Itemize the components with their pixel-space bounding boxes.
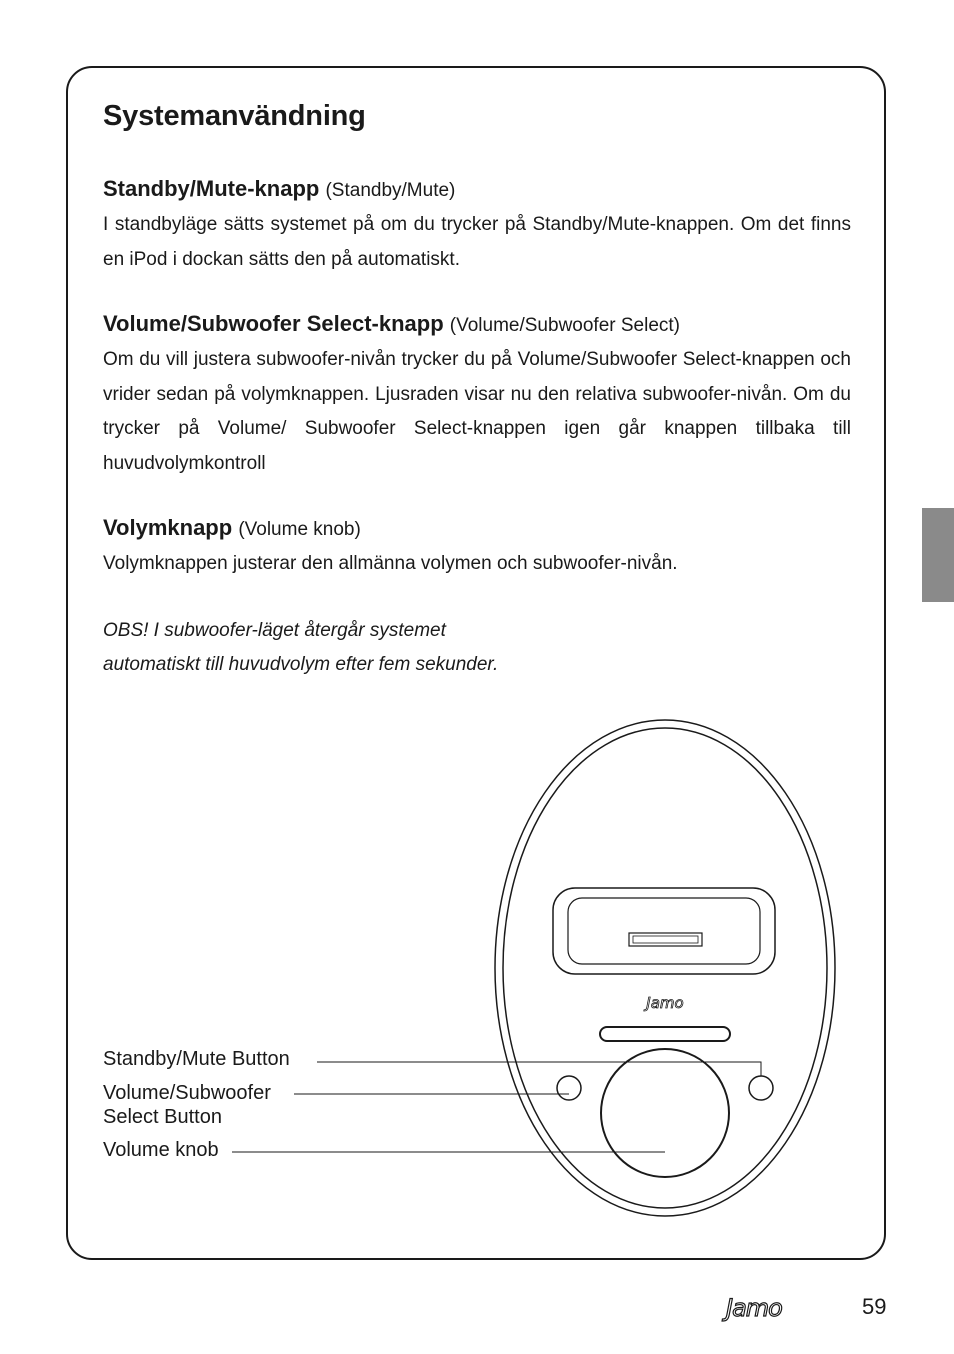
device-inner-shell bbox=[503, 728, 827, 1208]
note-line-1: OBS! I subwoofer-läget återgår systemet bbox=[103, 619, 446, 641]
device-logo: Jamo bbox=[646, 994, 684, 1012]
callout-knob: Volume knob bbox=[103, 1138, 223, 1162]
standby-mute-button bbox=[749, 1076, 773, 1100]
section-title: Volymknapp bbox=[103, 515, 233, 540]
section-subtitle: (Standby/Mute) bbox=[325, 180, 456, 201]
light-bar bbox=[600, 1027, 730, 1041]
volume-knob bbox=[601, 1049, 729, 1177]
page-number: 59 bbox=[862, 1294, 887, 1319]
section-body: I standbyläge sätts systemet på om du trycker på Standby/Mute-knappen. Om det finns en iPod i dockan sätts den på automatiskt. bbox=[103, 214, 851, 270]
section-body: Om du vill justera subwoofer-nivån trycker du på Volume/Subwoofer Select-knappen och vrider sedan på volymknappen. Ljusraden visar nu den relativa subwoofer-nivån. Om du trycker på Volume/ Subwoofer Select-knappen igen går knappen tillbaka till huvudvolymkontroll bbox=[103, 349, 851, 474]
dock-outer bbox=[553, 888, 775, 974]
callout-standby: Standby/Mute Button bbox=[103, 1047, 294, 1071]
leader-standby bbox=[317, 1062, 761, 1076]
device-outer-shell bbox=[495, 720, 835, 1216]
section-title: Volume/Subwoofer Select-knapp bbox=[103, 311, 444, 336]
section-title: Standby/Mute-knapp bbox=[103, 176, 320, 201]
section-body: Volymknappen justerar den allmänna volymen och subwoofer-nivån. bbox=[103, 553, 678, 574]
volume-select-button bbox=[557, 1076, 581, 1100]
dock-connector bbox=[629, 933, 702, 946]
dock-inner bbox=[568, 898, 760, 964]
page-title: Systemanvändning bbox=[103, 100, 366, 132]
section-subtitle: (Volume knob) bbox=[238, 519, 361, 540]
dock-connector-pins bbox=[633, 936, 698, 943]
note-line-2: automatiskt till huvudvolym efter fem sekunder. bbox=[103, 653, 499, 675]
callout-volume-select-2: Select Button bbox=[103, 1105, 226, 1129]
callout-volume-select-1: Volume/Subwoofer bbox=[103, 1081, 275, 1105]
footer-logo: Jamo bbox=[726, 1294, 782, 1322]
section-subtitle: (Volume/Subwoofer Select) bbox=[449, 315, 681, 336]
